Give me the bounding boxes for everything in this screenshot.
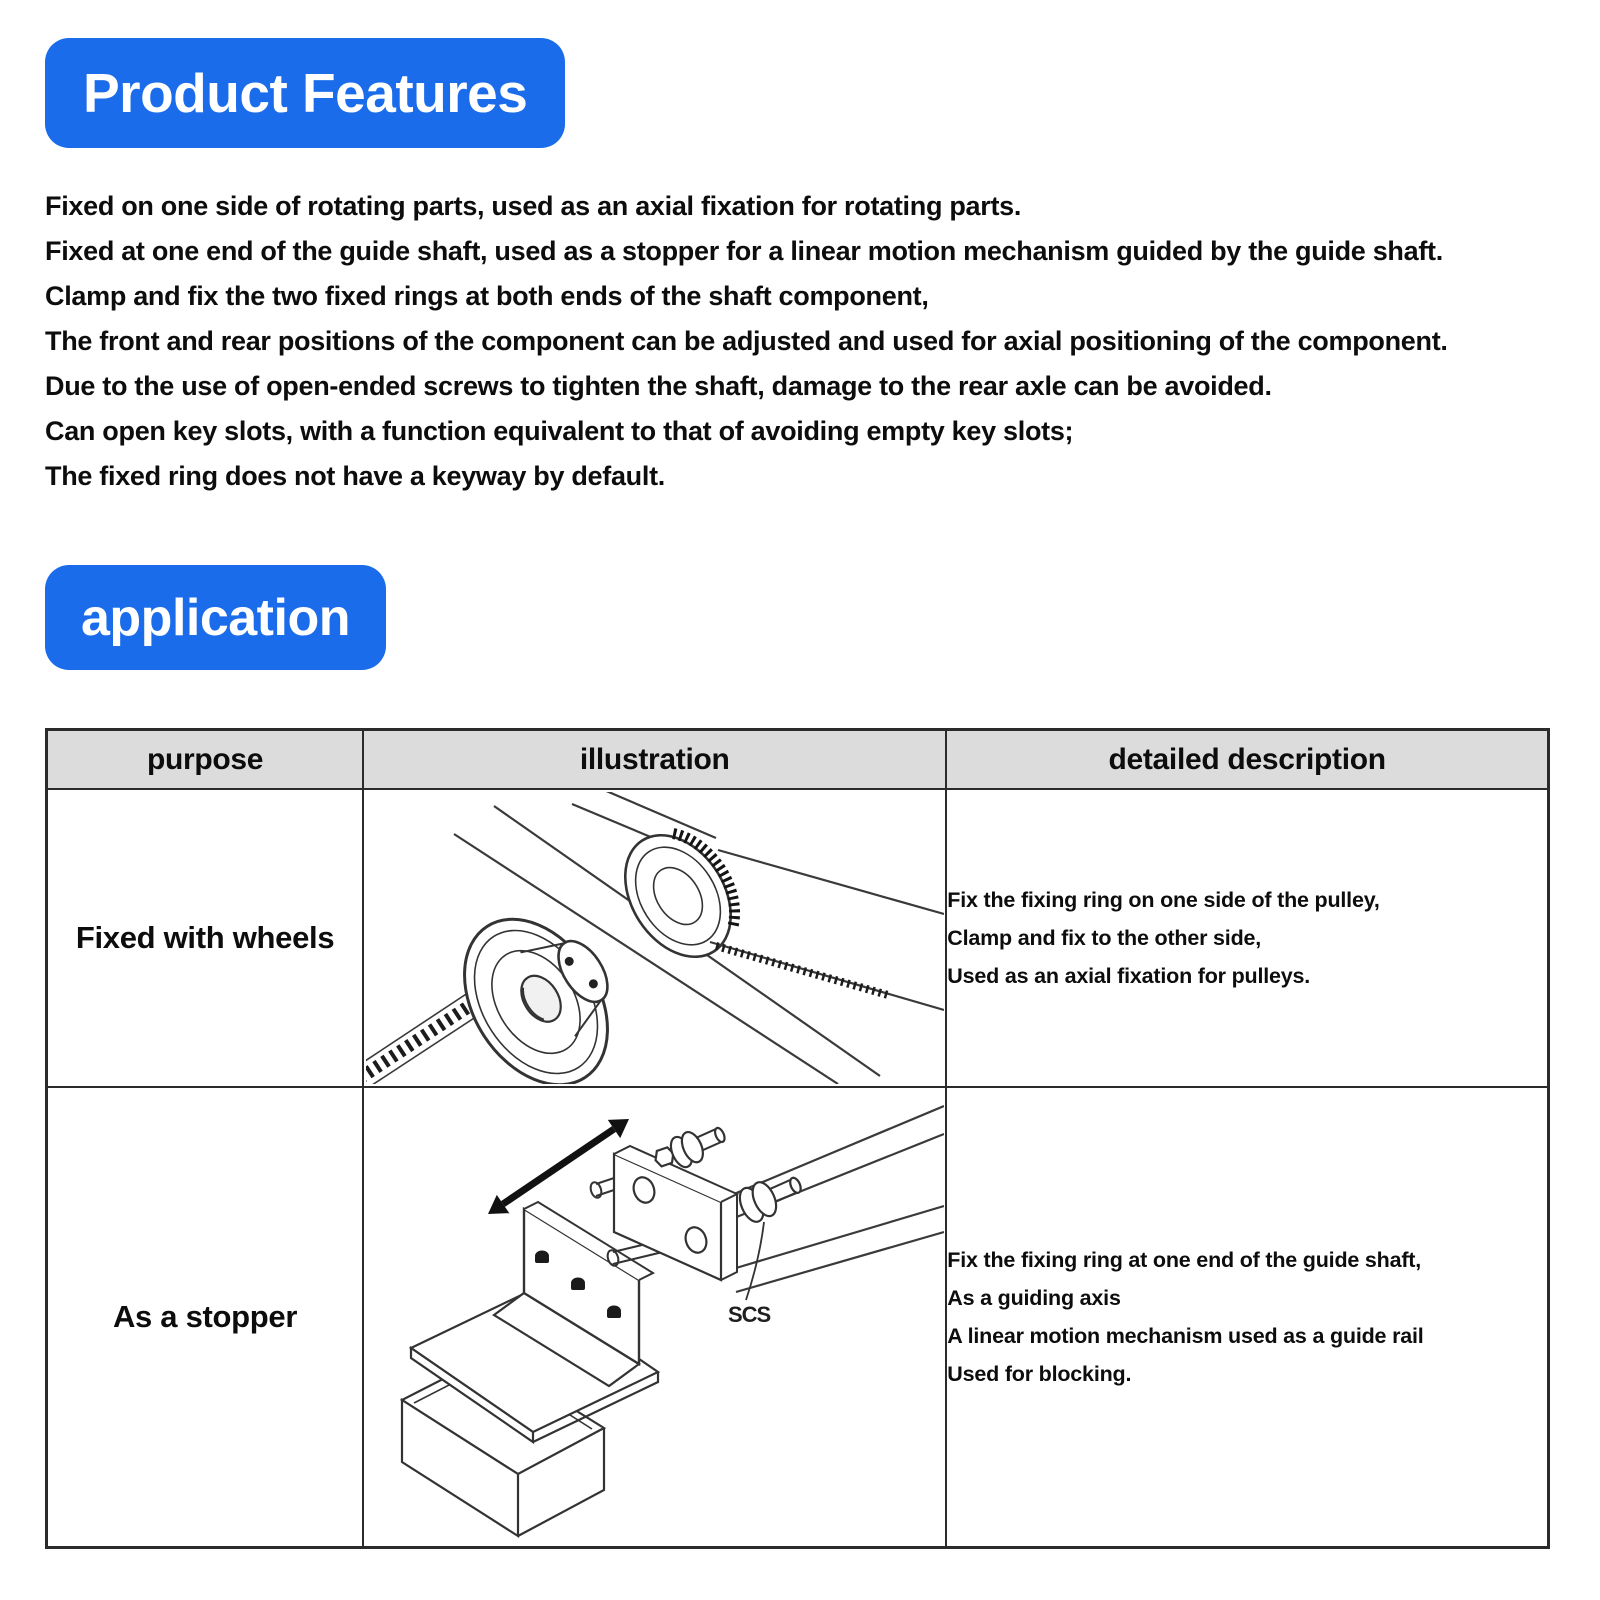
description-as-a-stopper (946, 1087, 1548, 1548)
feature-line: Due to the use of open-ended screws to tighten the shaft, damage to the rear axle can be avoided. (45, 371, 1272, 401)
application-heading: application (45, 565, 386, 670)
table-header-row (47, 730, 1549, 790)
description-fixed-with-wheels (946, 789, 1548, 1087)
table-row (47, 789, 1549, 1087)
description-line: Clamp and fix to the other side, (947, 926, 1262, 950)
purpose-as-a-stopper: As a stopper (47, 1087, 364, 1548)
product-features-text (45, 184, 1600, 499)
description-line: Fix the fixing ring on one side of the pulley, (947, 888, 1380, 912)
header-illustration: illustration (363, 730, 946, 790)
description-line: Used for blocking. (947, 1362, 1132, 1386)
pulley-belt-illustration (366, 792, 944, 1084)
header-detailed-description: detailed description (946, 730, 1548, 790)
scs-part-label: SCS (727, 1302, 770, 1327)
description-line: Fix the fixing ring at one end of the guide shaft, (947, 1248, 1422, 1272)
feature-line: Fixed at one end of the guide shaft, used as a stopper for a linear motion mechanism guided by the guide shaft. (45, 236, 1443, 266)
linear-guide-stopper-illustration (366, 1090, 944, 1544)
description-line: As a guiding axis (947, 1286, 1121, 1310)
header-purpose: purpose (47, 730, 364, 790)
feature-line: Fixed on one side of rotating parts, used as an axial fixation for rotating parts. (45, 191, 1022, 221)
purpose-fixed-with-wheels: Fixed with wheels (47, 789, 364, 1087)
product-features-heading: Product Features (45, 38, 565, 148)
feature-line: Clamp and fix the two fixed rings at both ends of the shaft component, (45, 281, 929, 311)
stopper-illustration-cell (363, 1087, 946, 1548)
feature-line: The front and rear positions of the component can be adjusted and used for axial positioning of the component. (45, 326, 1448, 356)
application-table (45, 728, 1550, 1549)
description-line: Used as an axial fixation for pulleys. (947, 964, 1311, 988)
feature-line: Can open key slots, with a function equivalent to that of avoiding empty key slots; (45, 416, 1074, 446)
pulley-illustration-cell (363, 789, 946, 1087)
table-row (47, 1087, 1549, 1548)
feature-line: The fixed ring does not have a keyway by default. (45, 461, 665, 491)
description-line: A linear motion mechanism used as a guide rail (947, 1324, 1424, 1348)
